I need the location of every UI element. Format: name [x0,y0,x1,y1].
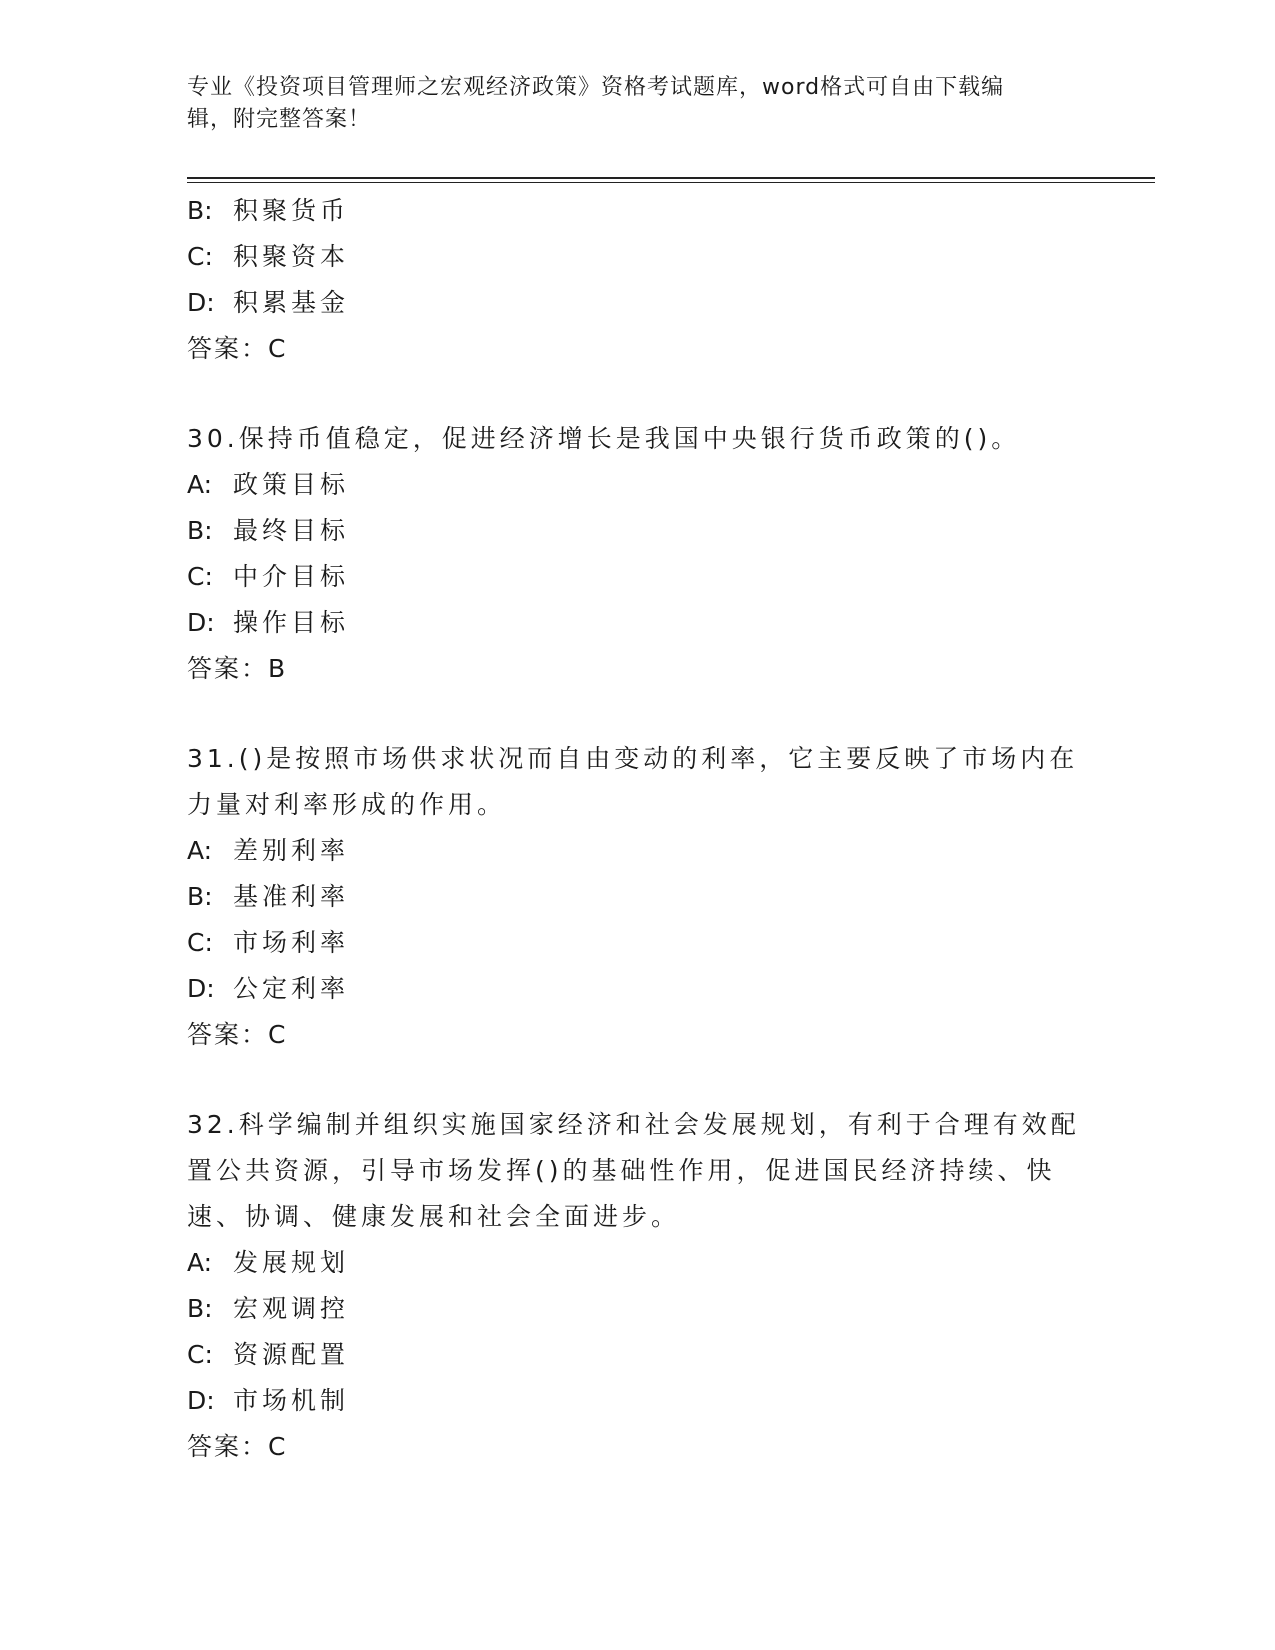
option-text: 积聚货币 [233,196,350,225]
option-letter: A: [187,836,213,865]
option-d [187,600,1087,646]
answer-line: 答案：C [187,1432,288,1461]
option-b [187,508,1087,554]
question-stem: 置公共资源，引导市场发挥()的基础性作用，促进国民经济持续、快 [187,1156,1056,1185]
option-text: 政策目标 [233,470,350,499]
option-text: 积累基金 [233,288,350,317]
question-30 [187,416,1087,692]
option-a [187,1240,1087,1286]
option-text: 资源配置 [233,1340,350,1369]
option-text: 宏观调控 [233,1294,350,1323]
option-text: 发展规划 [233,1248,350,1277]
option-a [187,462,1087,508]
option-text: 公定利率 [233,974,350,1003]
question-stem: 力量对利率形成的作用。 [187,790,507,819]
header-line-2: 辑，附完整答案！ [187,107,372,132]
option-letter: B: [187,516,213,545]
option-c [187,920,1087,966]
option-letter: C: [187,1340,213,1369]
question-list [187,188,1087,1470]
option-text: 积聚资本 [233,242,350,271]
question-31 [187,736,1087,1058]
option-text: 最终目标 [233,516,350,545]
option-d [187,966,1087,1012]
option-letter: C: [187,242,213,271]
question-stem: 32.科学编制并组织实施国家经济和社会发展规划，有利于合理有效配 [187,1110,1080,1139]
option-d [187,1378,1087,1424]
question-carryover [187,188,1087,372]
question-32 [187,1102,1087,1470]
answer-line: 答案：C [187,334,288,363]
question-stem: 速、协调、健康发展和社会全面进步。 [187,1202,681,1231]
option-letter: B: [187,1294,213,1323]
answer-line: 答案：B [187,654,288,683]
header-divider-thick [187,177,1155,179]
option-letter: D: [187,1386,215,1415]
option-text: 市场利率 [233,928,350,957]
header-line-1: 专业《投资项目管理师之宏观经济政策》资格考试题库，word格式可自由下载编 [187,75,1005,100]
option-text: 市场机制 [233,1386,350,1415]
option-c [187,234,1087,280]
option-b [187,1286,1087,1332]
option-a [187,828,1087,874]
question-stem: 31.()是按照市场供求状况而自由变动的利率，它主要反映了市场内在 [187,744,1079,773]
option-letter: A: [187,1248,213,1277]
header-divider-thin [187,182,1155,183]
option-letter: B: [187,882,213,911]
question-stem: 30.保持币值稳定，促进经济增长是我国中央银行货币政策的()。 [187,424,1021,453]
option-letter: C: [187,562,213,591]
option-c [187,554,1087,600]
option-d [187,280,1087,326]
option-letter: A: [187,470,213,499]
option-letter: D: [187,974,215,1003]
option-text: 差别利率 [233,836,350,865]
option-letter: C: [187,928,213,957]
option-text: 中介目标 [233,562,350,591]
option-text: 操作目标 [233,608,350,637]
option-c [187,1332,1087,1378]
document-header [187,72,1067,136]
option-letter: B: [187,196,213,225]
option-letter: D: [187,608,215,637]
option-text: 基准利率 [233,882,350,911]
option-b [187,188,1087,234]
option-letter: D: [187,288,215,317]
answer-line: 答案：C [187,1020,288,1049]
option-b [187,874,1087,920]
